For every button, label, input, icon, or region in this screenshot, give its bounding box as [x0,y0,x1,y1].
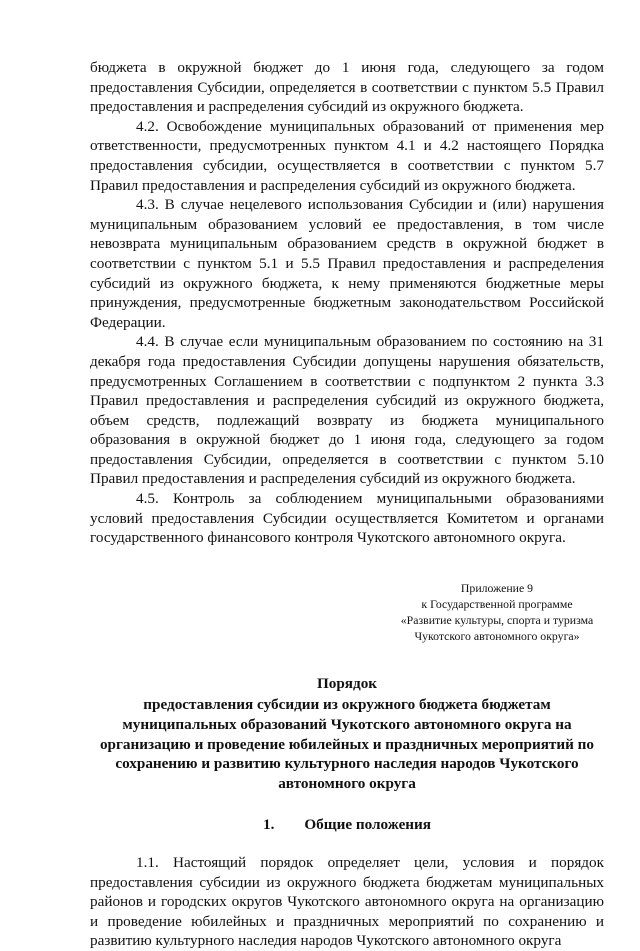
section-title: Общие положения [304,816,432,834]
paragraph-4-5: 4.5. Контроль за соблюдением муниципальными образованиями условий предоставления Субсидии осуществляется Комитетом и органами государственного финансового контроля Чукотского автономного округа. [90,490,604,547]
appendix-line-1: Приложение 9 [460,580,534,595]
paragraph-1-1: 1.1. Настоящий порядок определяет цели, условия и порядок предоставления субсидии из окружного бюджета бюджетам муниципальных районов и городских округов Чукотского автономного округа на организацию и проведение юбилейных и праздничных мероприятий по сохранению и развитию культурного наследия народов Чукотского автономного округа [90,854,604,950]
paragraph-4-3: 4.3. В случае нецелевого использования Субсидии и (или) нарушения муниципальным образованием условий ее предоставления, в том числе невозврата муниципальным образованием средств в окружной бюджет в соответствии с пунктом 5.1 и 5.5 Правил предоставления и распределения субсидий из окружного бюджета, к нему применяются бюджетные меры принуждения, предусмотренные бюджетным законодательством Российской Федерации. [90,196,604,331]
title-subtitle: предоставления субсидии из окружного бюджета бюджетам муниципальных образований Чукотского автономного округа на организацию и проведение юбилейных и праздничных мероприятий по сохранению и развитию культурного наследия народов Чукотского автономного округа [99,696,595,792]
paragraph-4-4: 4.4. В случае если муниципальным образованием по состоянию на 31 декабря года предоставления Субсидии допущены нарушения обязательств, предусмотренных Соглашением в соответствии с подпунктом 2 пункта 3.3 Правил предоставления и распределения субсидий из окружного бюджета, объем средств, подлежащий возврату из бюджета муниципального образования в окружной бюджет до 1 июня года, следующего за годом предоставления Субсидии, определяется в соответствии с пунктом 5.10 Правил предоставления и распределения субсидий из окружного бюджета. [90,333,604,488]
section-number: 1. [262,816,275,834]
paragraph-4-1-continuation: бюджета в окружной бюджет до 1 июня года, следующего за годом предоставления Субсидии, определяется в соответствии с пунктом 5.5 Правил предоставления и распределения субсидий из окружного бюджета. [90,59,604,116]
appendix-header [90,580,604,644]
appendix-line-2: к Государственной программе [421,596,573,611]
paragraph-4-2: 4.2. Освобождение муниципальных образований от применения мер ответственности, предусмотренных пунктом 4.1 и 4.2 настоящего Порядка предоставления субсидии, осуществляется в соответствии с пунктом 5.7 Правил предоставления и распределения субсидий из окружного бюджета. [90,117,604,194]
document-title [90,674,604,794]
appendix-line-4: Чукотского автономного округа» [414,628,580,643]
section-heading [90,815,604,835]
title-main: Порядок [316,674,378,692]
appendix-line-3: «Развитие культуры, спорта и туризма [400,612,594,627]
